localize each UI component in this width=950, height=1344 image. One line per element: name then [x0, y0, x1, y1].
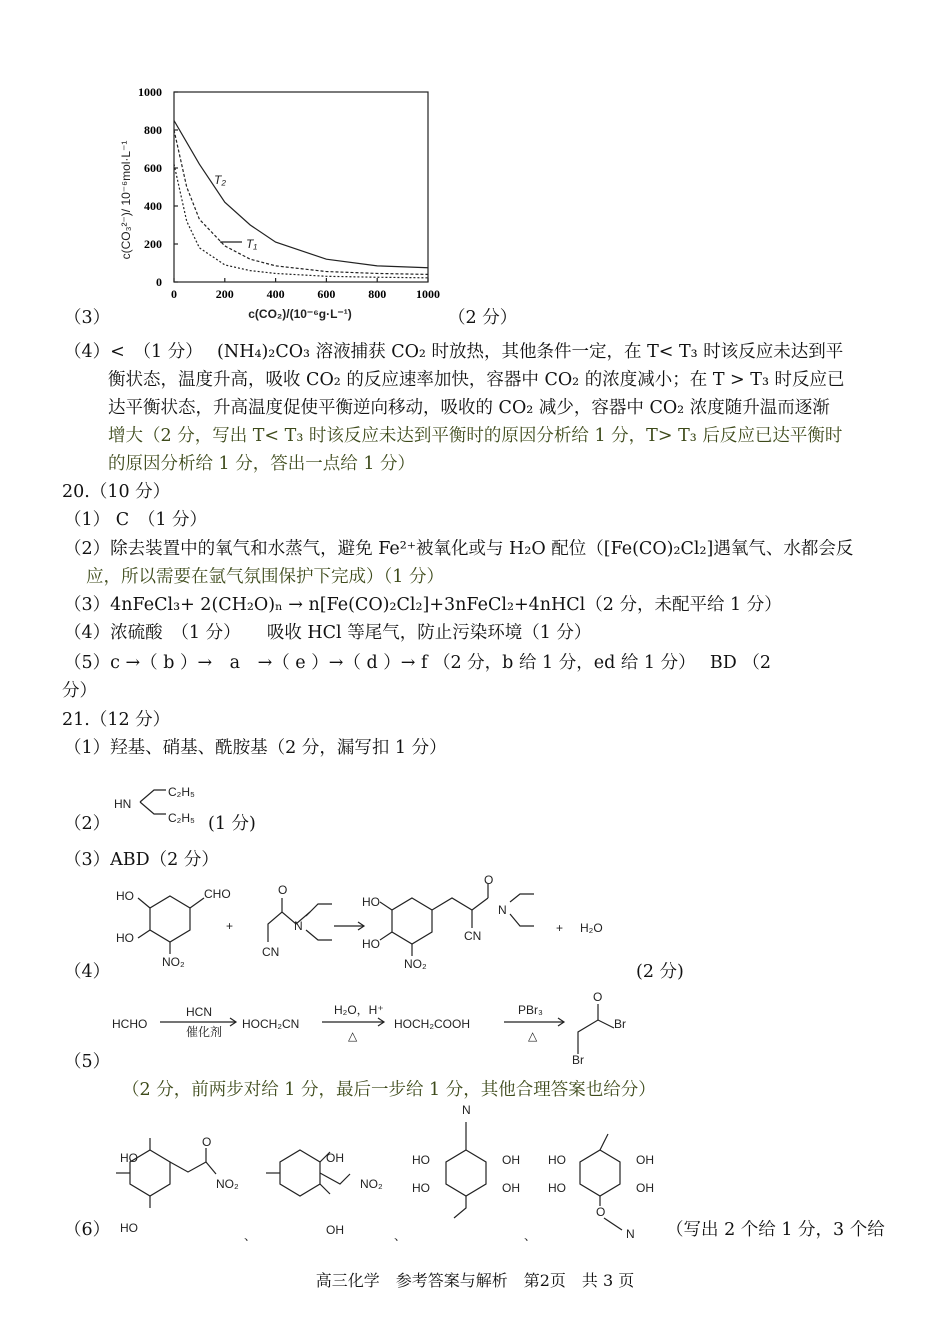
svg-text:PBr₃: PBr₃	[518, 1003, 543, 1017]
q21-answer-6-label: （6）	[64, 1220, 111, 1240]
q4-line1: （4）< （1 分） (NH₄)₂CO₃ 溶液捕获 CO₂ 时放热，其他条件一定，在 T< T₃ 时该反应未达到平	[64, 342, 844, 362]
svg-text:N: N	[294, 919, 303, 933]
svg-text:OH: OH	[502, 1181, 520, 1195]
page-footer: 高三化学 参考答案与解析 第2页 共 3 页	[315, 1271, 635, 1290]
svg-text:、: 、	[524, 1229, 537, 1243]
q21-answer-1: （1）羟基、硝基、酰胺基（2 分，漏写扣 1 分）	[64, 738, 447, 758]
q21-answer-3: （3）ABD（2 分）	[64, 850, 219, 870]
svg-text:△: △	[348, 1029, 358, 1043]
svg-text:HN: HN	[114, 797, 132, 811]
q21-answer-5-label: （5）	[64, 1052, 111, 1072]
svg-text:HO: HO	[412, 1153, 430, 1167]
q4-line5: 的原因分析给 1 分，答出一点给 1 分）	[108, 454, 416, 474]
svg-text:NO₂: NO₂	[404, 957, 427, 971]
svg-text:OH: OH	[636, 1181, 654, 1195]
q21-answer-2-label: （2）	[64, 814, 111, 834]
y-tick-label: 0	[156, 275, 162, 289]
series-line-lower	[174, 164, 428, 278]
q4-line2: 衡状态，温度升高，吸收 CO₂ 的反应速率加快，容器中 CO₂ 的浓度减小；在 T > T₃ 时反应已	[108, 370, 845, 390]
svg-text:HO: HO	[362, 895, 380, 909]
x-tick-label: 400	[266, 287, 285, 301]
svg-text:催化剂: 催化剂	[186, 1025, 223, 1039]
svg-text:HOCH₂COOH: HOCH₂COOH	[394, 1017, 470, 1031]
q21-answer-6-note: （写出 2 个给 1 分，3 个给	[666, 1220, 885, 1240]
svg-text:HO: HO	[412, 1181, 430, 1195]
svg-text:HO: HO	[116, 889, 134, 903]
svg-text:HO: HO	[120, 1151, 138, 1165]
svg-text:△: △	[528, 1029, 538, 1043]
svg-text:NO₂: NO₂	[216, 1177, 239, 1191]
q21-heading: 21.（12 分）	[62, 710, 171, 730]
svg-text:HO: HO	[362, 937, 380, 951]
svg-text:C₂H₅: C₂H₅	[168, 785, 195, 799]
svg-text:Br: Br	[572, 1053, 584, 1067]
q20-answer-2-line2: 应，所以需要在氩气氛围保护下完成）（1 分）	[86, 567, 444, 587]
y-tick-label: 400	[144, 199, 162, 213]
svg-text:O: O	[278, 883, 288, 897]
q21-answer-4-label: （4）	[64, 962, 111, 982]
q20-answer-3: （3）4nFeCl₃+ 2(CH₂O)ₙ → n[Fe(CO)₂Cl₂]+3nFeCl₂+4nHCl（2 分，未配平给 1 分）	[64, 595, 782, 615]
svg-text:HCN: HCN	[186, 1005, 212, 1019]
chart-y-label: c(CO₃²⁻)/ 10⁻⁶mol·L⁻¹	[119, 140, 133, 260]
q3-score: （2 分）	[448, 308, 518, 328]
co3-vs-co2-chart	[0, 0, 950, 340]
svg-text:OH: OH	[502, 1153, 520, 1167]
svg-text:+: +	[226, 919, 234, 933]
q20-answer-5-line1: （5）c →（ b ）→ a →（ e ）→（ d ）→ f （2 分，b 给 1 分，ed 给 1 分） BD （2	[64, 653, 771, 673]
chart-plot-frame	[174, 92, 428, 282]
q4-line4: 增大（2 分，写出 T< T₃ 时该反应未达到平衡时的原因分析给 1 分，T> T₃ 后反应已达平衡时	[108, 426, 843, 446]
svg-text:CHO: CHO	[204, 887, 231, 901]
x-tick-label: 1000	[416, 287, 440, 301]
svg-text:HO: HO	[116, 931, 134, 945]
x-tick-label: 200	[215, 287, 234, 301]
series-label-t2: T₂	[214, 173, 226, 187]
svg-text:H₂O，H⁺: H₂O，H⁺	[334, 1003, 384, 1017]
svg-text:N: N	[626, 1227, 635, 1241]
svg-text:O: O	[202, 1135, 212, 1149]
q20-answer-1: （1） C （1 分）	[64, 510, 208, 530]
svg-text:、: 、	[394, 1229, 407, 1243]
q4-line3: 达平衡状态，升高温度促使平衡逆向移动，吸收的 CO₂ 减少，容器中 CO₂ 浓度随升温而逐渐	[108, 398, 830, 418]
q3-label: （3）	[64, 308, 111, 328]
q21-synthesis-route	[0, 988, 950, 1068]
svg-text:、: 、	[244, 1229, 257, 1243]
svg-text:HO: HO	[548, 1153, 566, 1167]
svg-text:OH: OH	[326, 1223, 344, 1237]
series-line-t1	[174, 130, 428, 274]
x-tick-label: 800	[368, 287, 387, 301]
svg-text:HOCH₂CN: HOCH₂CN	[242, 1017, 300, 1031]
q20-answer-2-line1: （2）除去装置中的氧气和水蒸气，避免 Fe²⁺被氧化或与 H₂O 配位（[Fe(CO)₂Cl₂]遇氧气、水都会反	[64, 539, 854, 559]
svg-text:NO₂: NO₂	[360, 1177, 383, 1191]
y-tick-label: 600	[144, 161, 162, 175]
series-line-t2	[174, 121, 428, 268]
series-label-t1: T₁	[246, 237, 258, 251]
svg-text:HO: HO	[120, 1221, 138, 1235]
svg-text:OH: OH	[326, 1151, 344, 1165]
svg-text:N: N	[462, 1103, 471, 1117]
q20-answer-4: （4）浓硫酸 （1 分） 吸收 HCl 等尾气，防止污染环境（1 分）	[64, 623, 592, 643]
q21-answer-4-score: (2 分)	[636, 962, 684, 982]
x-tick-label: 0	[171, 287, 177, 301]
chart-x-label: c(CO₂)/(10⁻⁶g·L⁻¹)	[248, 307, 352, 321]
x-tick-label: 600	[317, 287, 336, 301]
svg-text:NO₂: NO₂	[162, 955, 185, 969]
svg-text:HCHO: HCHO	[112, 1017, 148, 1031]
q20-heading: 20.（10 分）	[62, 482, 171, 502]
y-tick-label: 800	[144, 123, 162, 137]
svg-text:N: N	[498, 903, 507, 917]
q20-answer-5-line2: 分）	[62, 681, 97, 701]
svg-text:C₂H₅: C₂H₅	[168, 811, 195, 825]
y-tick-label: 200	[144, 237, 162, 251]
svg-text:CN: CN	[262, 945, 280, 959]
svg-text:CN: CN	[464, 929, 482, 943]
q21-answer-5-note: （2 分，前两步对给 1 分，最后一步给 1 分，其他合理答案也给分）	[122, 1080, 656, 1100]
svg-text:OH: OH	[636, 1153, 654, 1167]
svg-text:+: +	[556, 921, 564, 935]
svg-text:Br: Br	[614, 1017, 626, 1031]
y-tick-label: 1000	[138, 85, 162, 99]
svg-text:O: O	[596, 1205, 606, 1219]
svg-text:O: O	[593, 990, 603, 1004]
svg-text:H₂O: H₂O	[580, 921, 603, 935]
svg-text:O: O	[484, 873, 494, 887]
q21-reaction-4	[0, 872, 950, 982]
svg-text:HO: HO	[548, 1181, 566, 1195]
q21-answer-2-score: (1 分)	[208, 814, 256, 834]
